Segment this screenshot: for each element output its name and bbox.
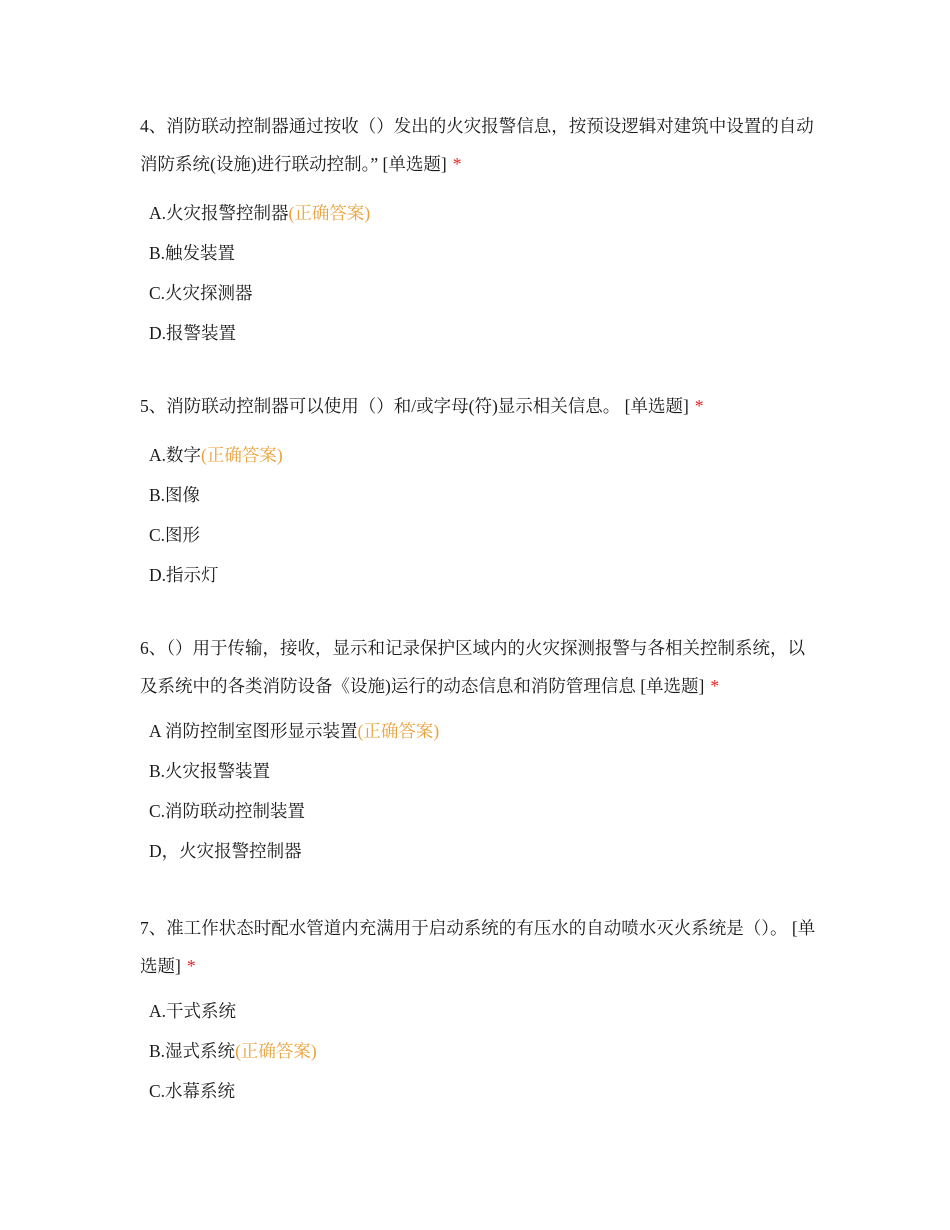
option-c[interactable]: C.消防联动控制装置 bbox=[149, 801, 306, 821]
option-b[interactable]: B.触发装置 bbox=[149, 243, 236, 263]
correct-answer-tag: (正确答案) bbox=[235, 1041, 317, 1061]
required-asterisk: * bbox=[710, 676, 720, 696]
option-d[interactable]: D.报警装置 bbox=[149, 323, 237, 343]
question-7 bbox=[0, 909, 950, 1111]
question-text: 7、准工作状态时配水管道内充满用于启动系统的有压水的自动喷水灭火系统是（）。 [单选题] * bbox=[140, 918, 816, 976]
option-a[interactable]: A.数字(正确答案) bbox=[149, 445, 283, 465]
correct-answer-tag: (正确答案) bbox=[288, 203, 371, 223]
required-asterisk: * bbox=[186, 956, 196, 976]
question-5 bbox=[0, 387, 950, 595]
question-4 bbox=[0, 107, 950, 353]
option-a[interactable]: A.干式系统 bbox=[149, 1001, 237, 1021]
question-text: 5、消防联动控制器可以使用（）和/或字母(符)显示相关信息。 [单选题] * bbox=[140, 396, 704, 416]
option-a[interactable]: A 消防控制室图形显示装置(正确答案) bbox=[149, 721, 440, 741]
option-c[interactable]: C.火灾探测器 bbox=[149, 283, 253, 303]
question-text: 6、（）用于传输，接收，显示和记录保护区域内的火灾探测报警与各相关控制系统，以及系统中的各类消防设备《设施)运行的动态信息和消防管理信息 [单选题] * bbox=[140, 638, 805, 696]
option-b[interactable]: B.湿式系统(正确答案) bbox=[149, 1041, 317, 1061]
option-d[interactable]: D，火灾报警控制器 bbox=[149, 841, 302, 861]
option-c[interactable]: C.图形 bbox=[149, 525, 201, 545]
option-d[interactable]: D.指示灯 bbox=[149, 565, 219, 585]
question-6 bbox=[0, 629, 950, 871]
correct-answer-tag: (正确答案) bbox=[201, 445, 283, 465]
option-b[interactable]: B.火灾报警装置 bbox=[149, 761, 271, 781]
required-asterisk: * bbox=[694, 396, 704, 416]
option-b[interactable]: B.图像 bbox=[149, 485, 201, 505]
question-text: 4、消防联动控制器通过按收（）发出的火灾报警信息，按预设逻辑对建筑中设置的自动消防系统(设施)进行联动控制。” [单选题] * bbox=[140, 116, 814, 174]
required-asterisk: * bbox=[452, 154, 462, 174]
option-c[interactable]: C.水幕系统 bbox=[149, 1081, 236, 1101]
option-a[interactable]: A.火灾报警控制器(正确答案) bbox=[149, 203, 371, 223]
correct-answer-tag: (正确答案) bbox=[357, 721, 440, 741]
